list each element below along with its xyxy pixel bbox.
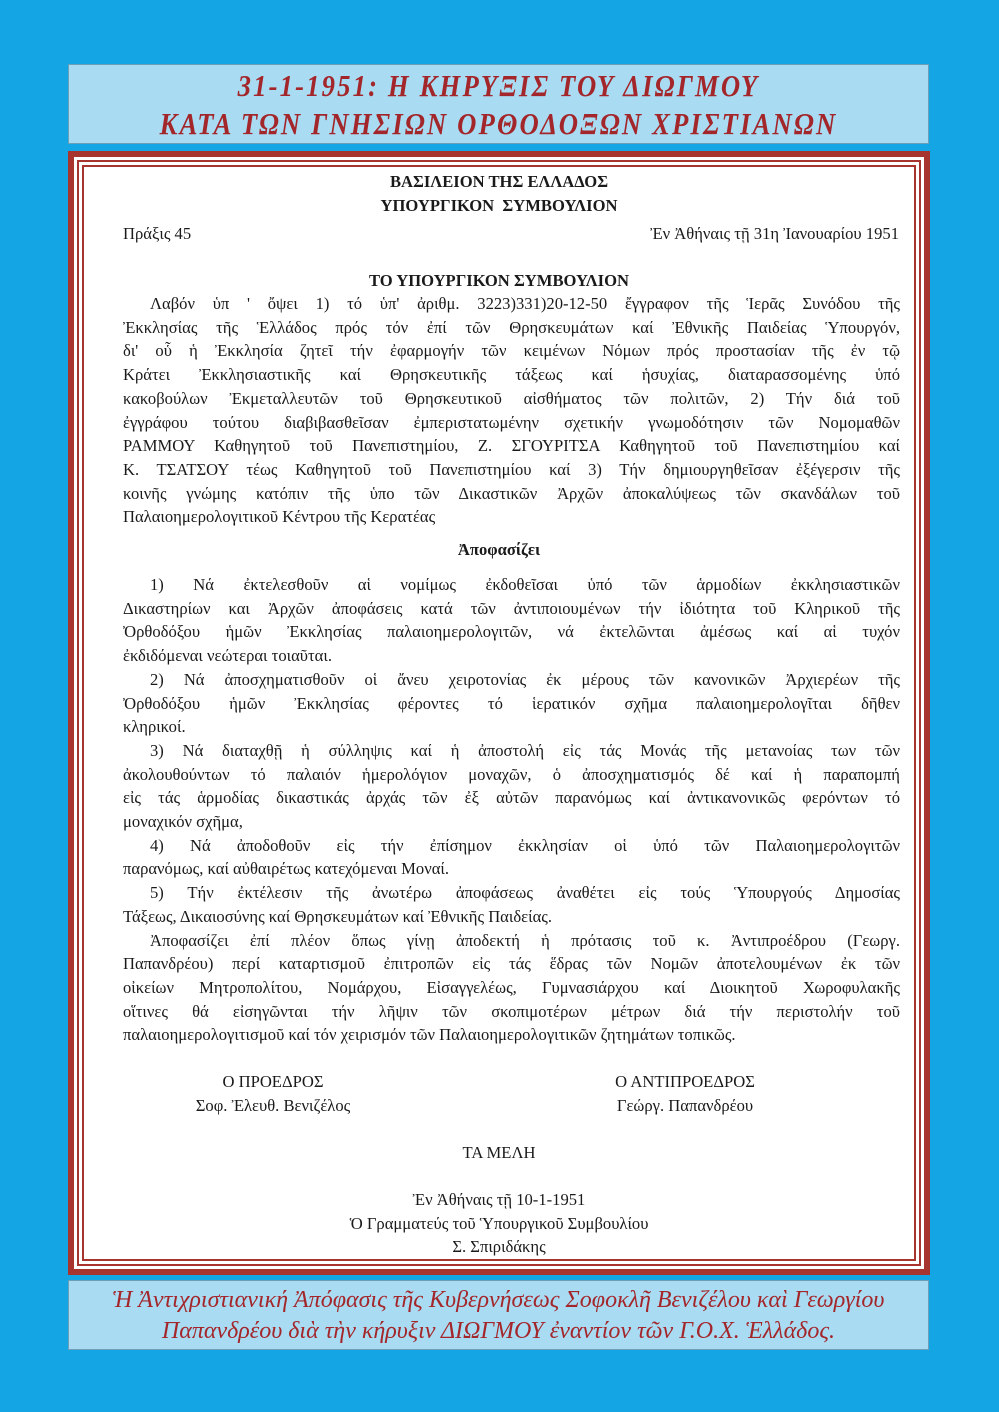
decides-title: Ἀποφασίζει bbox=[457, 540, 541, 559]
vice-president-title: Ο ΑΝΤΙΠΡΟΕΔΡΟΣ bbox=[615, 1072, 755, 1091]
decision-line: 1) Νά ἐκτελεσθοῦν αἱ νομίμως ἐκδοθεῖσαι ὑπό τῶν ἁρμοδίων ἐκκλησιαστικῶν bbox=[150, 575, 900, 594]
president-name: Σοφ. Ἐλευθ. Βενιζέλος bbox=[195, 1095, 351, 1115]
header-banner bbox=[68, 64, 929, 144]
header-title-line-1: 31-1-1951: Η ΚΗΡΥΞΙΣ ΤΟΥ ΔΙΩΓΜΟΥ bbox=[237, 68, 760, 103]
decision-line: Ὀρθοδόξου ἡμῶν Ἐκκλησίας φέροντες τό ἱερατικόν σχῆμα παλαιοημερολογῖται δῆθεν bbox=[123, 693, 900, 713]
president-signature bbox=[178, 1070, 368, 1117]
preamble-line: Λαβόν ὑπ ' ὄψει 1) τό ὑπ' ἀριθμ. 3223)331)20-12-50 ἔγγραφον τῆς Ἱερᾶς Συνόδου τῆς bbox=[150, 294, 900, 313]
secretary-name: Σ. Σπιριδάκης bbox=[452, 1237, 546, 1257]
decision-line: Παπανδρέου) περί καταρτισμοῦ ἐπιτροπῶν εἰς τάς ἕδρας τῶν Νομῶν ἀποτελουμένων ἐκ τῶν bbox=[123, 954, 900, 974]
document-heading bbox=[68, 170, 930, 217]
decision-line: Τάξεως, Δικαιοσύνης καί Θρησκευμάτων καί Ἐθνικῆς Παιδείας. bbox=[123, 906, 552, 926]
vice-president-signature bbox=[580, 1070, 790, 1117]
decision-line: Δικαστηρίων και Ἀρχῶν ἀποφάσεις κατά τῶν ἀντιποιουμένων τήν ἰδιότητα τοῦ Κληρικοῦ τῆς bbox=[123, 598, 900, 618]
decision-line: 2) Νά ἀποσχηματισθοῦν οἱ ἄνευ χειροτονίας ἐκ μέρους τῶν κανονικῶν Ἀρχιερέων τῆς bbox=[150, 669, 900, 689]
decision-line: 3) Νά διαταχθῇ ἡ σύλληψις καί ἡ ἀποστολή εἰς τάς Μονάς τῆς μετανοίας των τῶν bbox=[150, 740, 900, 760]
decision-line: μοναχικόν σχῆμα, bbox=[123, 812, 243, 832]
header-title-line-2: ΚΑΤΑ ΤΩΝ ΓΝΗΣΙΩΝ ΟΡΘΟΔΟΞΩΝ ΧΡΙΣΤΙΑΝΩΝ bbox=[159, 106, 838, 141]
footer-caption-line-2: Παπανδρέου διὰ τὴν κήρυξιν ΔΙΩΓΜΟΥ ἐναντίον τῶν Γ.Ο.Χ. Ἑλλάδος. bbox=[161, 1318, 836, 1344]
preamble-line: Κ. ΤΣΑΤΣΟΥ τέως Καθηγητοῦ τοῦ Πανεπιστημίου καί 3) Τήν δημιουργηθεῖσαν ἐξέγερσιν τῆς bbox=[123, 459, 900, 479]
place-date: Ἐν Ἀθήναις τῇ 31η Ἰανουαρίου 1951 bbox=[650, 224, 899, 243]
preamble-line: ΡΑΜΜΟΥ Καθηγητοῦ τοῦ Πανεπιστημίου, Ζ. ΣΓΟΥΡΙΤΣΑ Καθηγητοῦ τοῦ Πανεπιστημίου καί bbox=[123, 436, 900, 456]
decision-item bbox=[123, 573, 900, 668]
closing-place-date: Ἐν Ἀθήναις τῇ 10-1-1951 bbox=[412, 1190, 586, 1209]
decision-line: ἀκολουθούντων τό παλαιόν ἡμερολόγιον μοναχῶν, ὁ ἀποσχηματισμός δέ καί ἡ παραπομπή bbox=[123, 764, 900, 784]
decision-line: παλαιοημερολογιτισμοῦ καί τόν χειρισμόν τῶν Παλαιοημερολογιτικῶν ζητημάτων τοπικῶς. bbox=[123, 1025, 736, 1045]
decision-item bbox=[123, 929, 900, 1048]
decision-line: παρανόμως, καί αὐθαιρέτως κατεχόμεναι Μοναί. bbox=[123, 859, 450, 879]
decision-line: 4) Νά ἀποδοθοῦν εἰς τήν ἐπίσημον ἐκκλησίαν οἱ ὑπό τῶν Παλαιοημερολογιτῶν bbox=[150, 835, 900, 855]
act-number: Πράξις 45 bbox=[123, 224, 192, 243]
decision-line: εἰς τάς ἁρμοδίας δικαστικάς ἀρχάς τῶν ἐξ αὐτῶν παρανόμως καί ἀντικανονικῶς φερόντων τό bbox=[123, 788, 900, 808]
preamble-line: Ἐκκλησίας τῆς Ἑλλάδος πρός τόν ἐπί τῶν Θρησκευμάτων καί Ἐθνικῆς Παιδείας Ὑπουργόν, bbox=[123, 317, 900, 337]
president-title: Ο ΠΡΟΕΔΡΟΣ bbox=[222, 1072, 324, 1091]
members-label: ΤΑ ΜΕΛΗ bbox=[462, 1143, 536, 1162]
preamble-paragraph bbox=[123, 292, 900, 529]
footer-banner bbox=[68, 1280, 929, 1350]
footer-caption-line-1: Ἡ Ἀντιχριστιανική Ἀπόφασις τῆς Κυβερνήσεως Σοφοκλῆ Βενιζέλου καὶ Γεωργίου bbox=[112, 1287, 885, 1313]
decision-line: οἵτινες θά εἰσηγῶνται τήν λῆψιν τῶν σκοπιμοτέρων μέτρων διά τήν περιστολήν τοῦ bbox=[123, 1001, 900, 1021]
preamble-line: δι' οὗ ἡ Ἐκκλησία ζητεῖ τήν ἐφαρμογήν τῶν κειμένων Νόμων πρός προστασίαν τῆς ἐν τῷ bbox=[123, 341, 900, 361]
preamble-line: κοινῆς γνώμης κατόπιν τῆς ὑπο τῶν Δικαστικῶν Ἀρχῶν ἀποκαλύψεως τῶν σκανδάλων τοῦ bbox=[123, 483, 900, 503]
preamble-line: κακοβούλων Ἐκμεταλλευτῶν τοῦ Θρησκευτικοῦ αἰσθήματος τῶν πολιτῶν, 2) Τήν διά τοῦ bbox=[123, 388, 900, 408]
decisions-list bbox=[123, 573, 900, 1047]
closing-block bbox=[68, 1188, 930, 1259]
council-heading: ΥΠΟΥΡΓΙΚΟΝ ΣΥΜΒΟΥΛΙΟΝ bbox=[380, 195, 618, 215]
vice-president-name: Γεώργ. Παπανδρέου bbox=[616, 1095, 754, 1115]
decision-line: Ἀποφασίζει ἐπί πλέον ὅπως γίνῃ ἀποδεκτή ἡ πρότασις τοῦ κ. Ἀντιπροέδρου (Γεωργ. bbox=[150, 930, 900, 950]
preamble-line: Παλαιοημερολογιτικοῦ Κέντρου τῆς Κερατέας bbox=[123, 507, 436, 527]
decision-item bbox=[123, 881, 900, 928]
preamble-line: Κράτει Ἐκκλησιαστικῆς καί Θρησκευτικῆς τάξεως καί ἡσυχίας, διαταρασσομένης ὑπό bbox=[123, 365, 900, 385]
decision-line: 5) Τήν ἐκτέλεσιν τῆς ἀνωτέρω ἀποφάσεως ἀναθέτει εἰς τούς Ὑπουργούς Δημοσίας bbox=[150, 883, 900, 903]
secretary-title: Ὁ Γραμματεύς τοῦ Ὑπουργικοῦ Συμβουλίου bbox=[349, 1213, 649, 1233]
decision-line: κληρικοί. bbox=[123, 717, 186, 737]
council-title: ΤΟ ΥΠΟΥΡΓΙΚΟΝ ΣΥΜΒΟΥΛΙΟΝ bbox=[369, 271, 629, 290]
decision-item bbox=[123, 834, 900, 881]
decision-item bbox=[123, 668, 900, 739]
decision-item bbox=[123, 739, 900, 834]
preamble-line: ἐγγράφου τούτου διαβιβασθεῖσαν ἐμπεριστατωμένην σχετικήν γνωμοδότησιν τῶν Νομομαθῶν bbox=[123, 412, 900, 432]
decision-line: οἰκείων Μητροπολίτου, Νομάρχου, Εἰσαγγελέως, Γυμνασιάρχου καί Διοικητοῦ Χωροφυλακῆς bbox=[123, 977, 900, 997]
kingdom-heading: ΒΑΣΙΛΕΙΟΝ ΤΗΣ ΕΛΛΑΔΟΣ bbox=[389, 172, 609, 191]
decision-line: ἐκδιδόμεναι νεώτεραι τοιαῦται. bbox=[123, 646, 332, 666]
decision-line: Ὀρθοδόξου ἡμῶν Ἐκκλησίας παλαιοημερολογιτῶν, νά ἐκτελῶνται ἀμέσως καί αἱ τυχόν bbox=[123, 622, 900, 642]
